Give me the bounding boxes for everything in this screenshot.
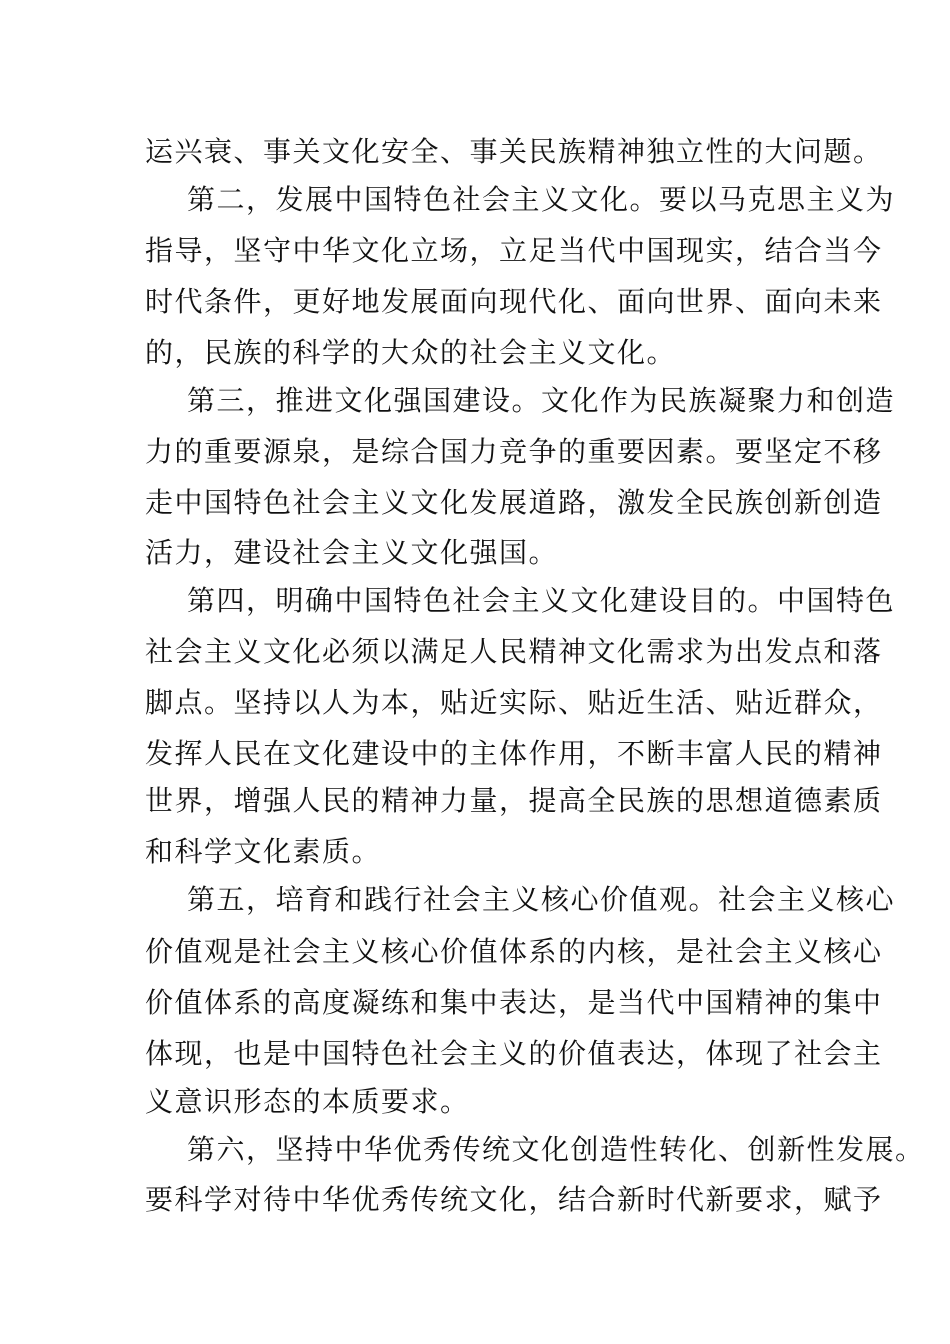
text-line: 社会主义文化必须以满足人民精神文化需求为出发点和落	[145, 635, 883, 668]
text-line: 价值体系的高度凝练和集中表达，是当代中国精神的集中	[145, 986, 883, 1019]
text-line: 脚点。坚持以人为本，贴近实际、贴近生活、贴近群众，	[145, 686, 883, 719]
text-line: 力的重要源泉，是综合国力竞争的重要因素。要坚定不移	[145, 435, 883, 468]
text-line: 要科学对待中华优秀传统文化，结合新时代新要求，赋予	[145, 1183, 883, 1216]
text-line: 体现，也是中国特色社会主义的价值表达，体现了社会主	[145, 1037, 883, 1070]
paragraph-start-line: 第二，发展中国特色社会主义文化。要以马克思主义为	[187, 183, 896, 216]
text-line: 价值观是社会主义核心价值体系的内核，是社会主义核心	[145, 935, 883, 968]
text-line: 时代条件，更好地发展面向现代化、面向世界、面向未来	[145, 285, 883, 318]
text-line: 的，民族的科学的大众的社会主义文化。	[145, 336, 677, 369]
text-line: 运兴衰、事关文化安全、事关民族精神独立性的大问题。	[145, 135, 883, 168]
paragraph-start-line: 第三，推进文化强国建设。文化作为民族凝聚力和创造	[187, 384, 896, 417]
text-line: 和科学文化素质。	[145, 835, 382, 868]
text-line: 指导，坚守中华文化立场，立足当代中国现实，结合当今	[145, 234, 883, 267]
paragraph-start-line: 第五，培育和践行社会主义核心价值观。社会主义核心	[187, 883, 896, 916]
paragraph-start-line: 第四，明确中国特色社会主义文化建设目的。中国特色	[187, 584, 896, 617]
text-line: 发挥人民在文化建设中的主体作用，不断丰富人民的精神	[145, 737, 883, 770]
paragraph-start-line: 第六，坚持中华优秀传统文化创造性转化、创新性发展。	[187, 1133, 925, 1166]
text-line: 走中国特色社会主义文化发展道路，激发全民族创新创造	[145, 486, 883, 519]
text-line: 世界，增强人民的精神力量，提高全民族的思想道德素质	[145, 784, 883, 817]
text-line: 义意识形态的本质要求。	[145, 1085, 470, 1118]
text-line: 活力，建设社会主义文化强国。	[145, 536, 559, 569]
